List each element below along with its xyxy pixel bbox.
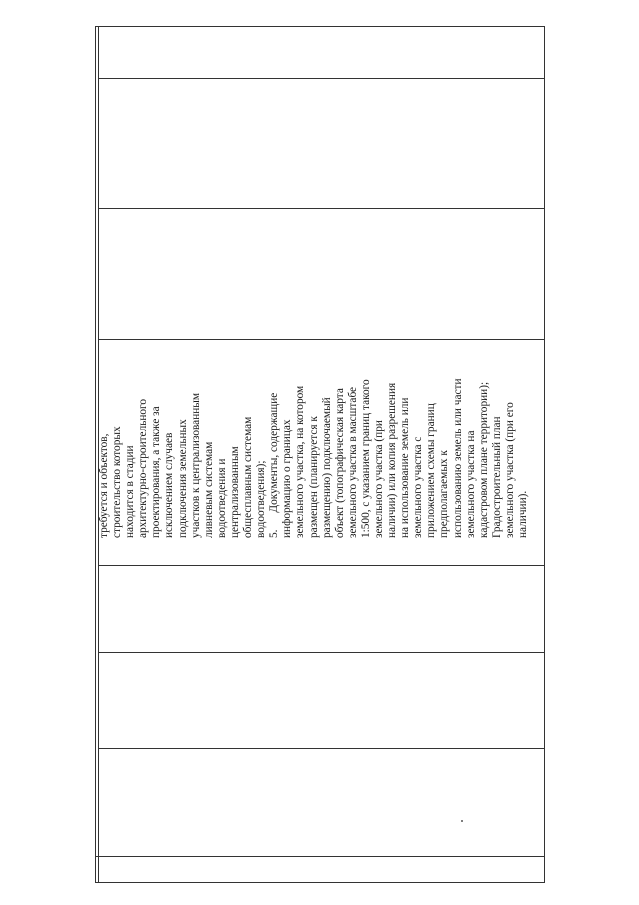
text-line: находится в стадии [124, 445, 137, 538]
text-line: строительство которых [111, 426, 124, 538]
text-line: требуется и объектов, [98, 433, 110, 538]
text-line: предполагаемых к [438, 450, 451, 538]
text-line: участков к централизованным [189, 392, 202, 538]
text-line: земельного участка на [464, 430, 477, 538]
text-line: информацию о границах [281, 419, 294, 538]
text-line: на использование земель или [399, 397, 412, 538]
table-divider [98, 208, 545, 209]
table-divider [98, 565, 545, 566]
text-line: наличии). [517, 490, 529, 538]
text-line: приложением схемы границ [425, 403, 438, 538]
table-divider [98, 339, 545, 340]
text-line: наличии) или копия разрешения [386, 382, 399, 538]
text-line: водоотведения); [255, 460, 268, 538]
text-line: размещению) подключаемый [320, 397, 333, 538]
text-line: земельного участка с [412, 436, 425, 538]
text-line: земельного участка (при его [503, 402, 516, 538]
text-line: исключением случаев [163, 432, 176, 538]
text-line: водоотведения и [215, 458, 228, 538]
text-line: земельного участка в масштабе [346, 386, 359, 538]
scan-speck [461, 820, 463, 822]
text-line: 1:500, с указанием границ такого [359, 379, 372, 538]
text-line: подключения земельных [176, 419, 189, 538]
document-text-cell [98, 343, 538, 538]
table-divider [98, 748, 545, 749]
table-divider [98, 78, 545, 79]
text-line: Градостроительный план [490, 416, 503, 538]
text-line: объект (топографическая карта [333, 388, 346, 538]
text-line: кадастровом плане территории); [477, 381, 490, 538]
text-line: 5. Документы, содержащие [268, 392, 281, 538]
text-line: земельного участка, на котором [294, 385, 307, 538]
text-line: использованию земель или части [451, 378, 464, 538]
text-line: земельного участка (при [372, 420, 385, 538]
text-line: архитектурно-строительного [137, 398, 150, 538]
text-line: размещен (планируется к [307, 416, 320, 538]
text-line: централизованным [228, 446, 241, 538]
table-divider [95, 856, 545, 857]
text-line: общесплавным системам [242, 416, 255, 538]
text-line: проектирования, а также за [150, 406, 163, 538]
text-line: ливневым системам [202, 441, 215, 538]
table-divider [98, 652, 545, 653]
